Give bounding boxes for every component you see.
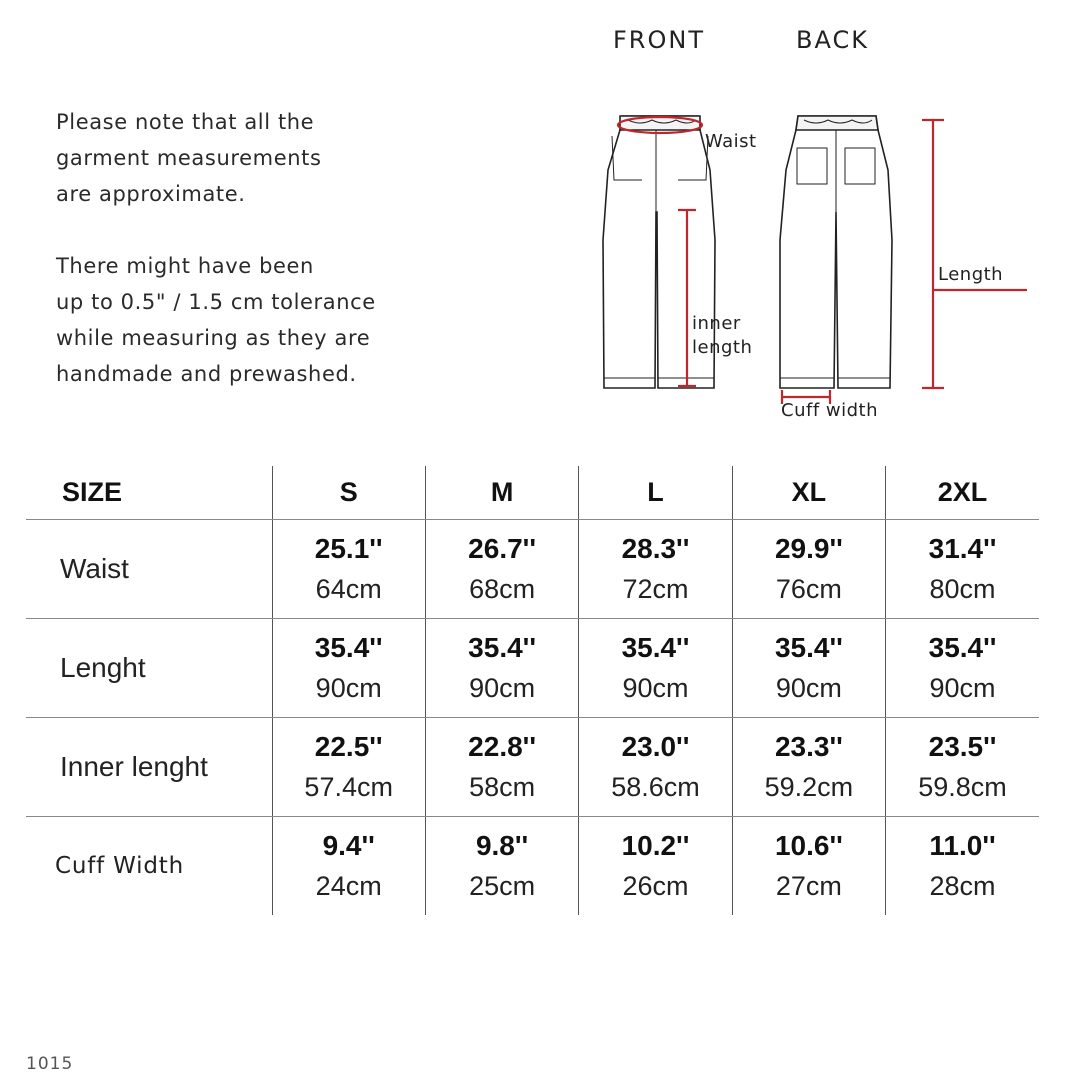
inch-value: 25.1'' [314,533,383,564]
table-cell [272,619,425,718]
measurement-note [56,104,322,212]
cm-value: 72cm [622,574,689,604]
table-cell [886,817,1039,916]
inch-value: 26.7'' [468,533,536,564]
inch-value: 10.2'' [621,830,690,861]
inch-value: 31.4'' [928,533,997,564]
cm-value: 58.6cm [611,772,700,802]
size-2xl-header: 2XL [886,466,1039,520]
inch-value: 9.8'' [475,830,529,861]
size-header-row [26,466,1039,520]
note-line: garment measurements [56,146,322,170]
inch-value: 23.5'' [928,731,997,762]
inch-value: 35.4'' [774,632,843,663]
inch-value: 10.6'' [774,830,843,861]
length-label: Length [938,264,1004,285]
table-cell [579,817,732,916]
row-label: Cuff Width [26,817,272,916]
table-cell [425,520,578,619]
cuff-width-label: Cuff width [781,400,878,421]
table-cell [425,619,578,718]
cm-value: 59.8cm [918,772,1007,802]
inner-length-row [26,718,1039,817]
front-view-label: FRONT [613,26,705,54]
row-label: Waist [26,520,272,619]
row-label: Lenght [26,619,272,718]
table-cell [425,817,578,916]
size-m-header: M [425,466,578,520]
note-line: handmade and prewashed. [56,362,357,386]
cm-value: 90cm [929,673,996,703]
table-cell [732,619,885,718]
table-cell [732,718,885,817]
size-chart-table [26,466,1039,915]
table-cell [579,619,732,718]
table-cell [886,619,1039,718]
table-cell [272,520,425,619]
cm-value: 90cm [469,673,536,703]
cm-value: 90cm [315,673,382,703]
table-cell [272,817,425,916]
inch-value: 35.4'' [928,632,997,663]
inch-value: 22.5'' [314,731,383,762]
table-cell [886,718,1039,817]
size-corner-label: SIZE [26,466,272,520]
note-line: There might have been [56,254,314,278]
cm-value: 57.4cm [304,772,393,802]
note-line: while measuring as they are [56,326,371,350]
waist-row [26,520,1039,619]
table-cell [272,718,425,817]
length-row [26,619,1039,718]
back-pants-illustration [780,116,892,388]
size-l-header: L [579,466,732,520]
waist-label: Waist [705,131,757,152]
note-line: up to 0.5" / 1.5 cm tolerance [56,290,376,314]
inch-value: 23.3'' [774,731,843,762]
table-cell [425,718,578,817]
cm-value: 25cm [469,871,536,901]
inch-value: 11.0'' [929,830,996,861]
table-cell [579,718,732,817]
cm-value: 26cm [622,871,689,901]
cm-value: 28cm [929,871,996,901]
cuff-width-row [26,817,1039,916]
table-cell [732,817,885,916]
inch-value: 29.9'' [774,533,843,564]
cm-value: 76cm [775,574,842,604]
inch-value: 35.4'' [314,632,383,663]
size-s-header: S [272,466,425,520]
cm-value: 24cm [315,871,382,901]
row-label: Inner lenght [26,718,272,817]
cm-value: 68cm [469,574,536,604]
inch-value: 23.0'' [621,731,690,762]
cm-value: 80cm [929,574,996,604]
size-xl-header: XL [732,466,885,520]
back-view-label: BACK [796,26,869,54]
pants-measurement-diagram [590,100,1040,430]
cm-value: 90cm [775,673,842,703]
inner-length-label: length [692,337,753,358]
cm-value: 64cm [315,574,382,604]
cm-value: 58cm [469,772,536,802]
note-line: are approximate. [56,182,246,206]
table-cell [732,520,885,619]
cm-value: 90cm [622,673,689,703]
inner-length-label: inner [692,313,741,334]
tolerance-note [56,248,376,392]
cm-value: 59.2cm [764,772,854,802]
inch-value: 28.3'' [621,533,690,564]
note-line: Please note that all the [56,110,315,134]
table-cell [579,520,732,619]
inch-value: 22.8'' [468,731,536,762]
inch-value: 9.4'' [322,830,375,861]
cm-value: 27cm [775,871,842,901]
product-code: 1015 [26,1054,74,1074]
inch-value: 35.4'' [621,632,690,663]
table-cell [886,520,1039,619]
inch-value: 35.4'' [468,632,536,663]
